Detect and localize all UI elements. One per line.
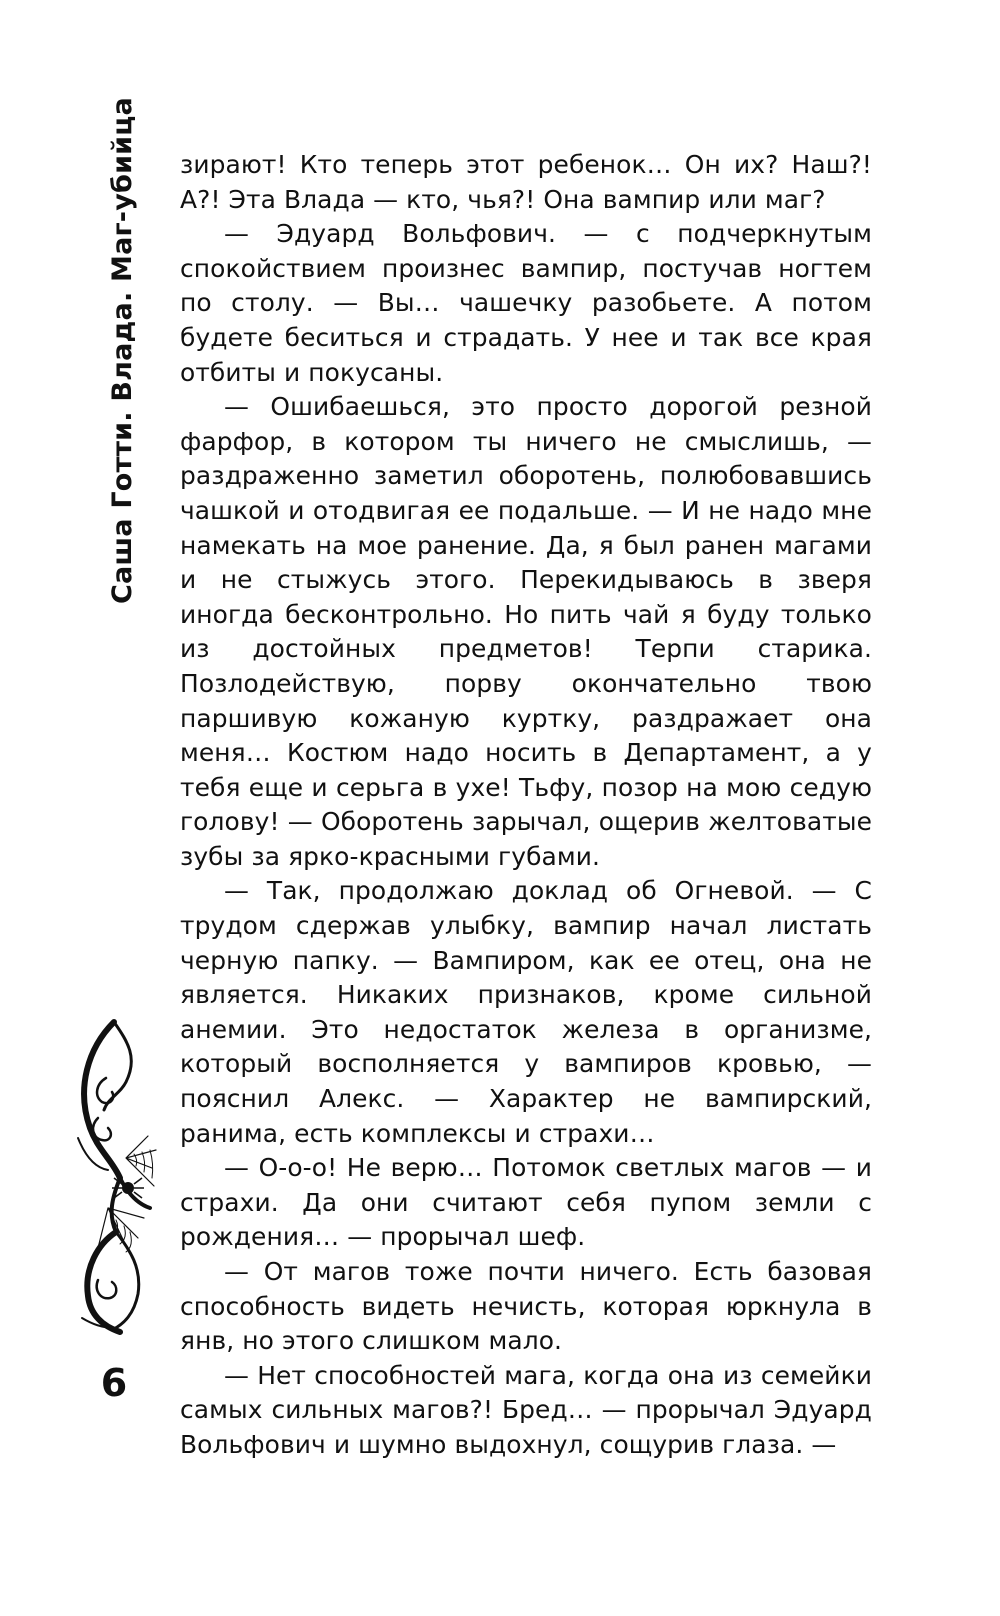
paragraph: — Так, продолжаю доклад об Огневой. — С трудом сдержав улыбку, вампир начал листать черную папку. — Вампиром, как ее отец, она не является. Никаких признаков, кроме сильной анемии. Это недостаток железа в организме, который восполняется у вампиров кровью, — пояснил Алекс. — Характер не вампирский, ранима, есть комплексы и страхи…	[180, 876, 872, 1148]
paragraph: — О-о-о! Не верю… Потомок светлых магов — и страхи. Да они считают себя пупом земли с рождения… — прорычал шеф.	[180, 1153, 872, 1252]
paragraph: зирают! Кто теперь этот ребенок… Он их? Наш?! А?! Эта Влада — кто, чья?! Она вампир или маг?	[180, 150, 872, 214]
running-head	[104, 97, 142, 604]
spiderweb-ornament-icon	[68, 1018, 160, 1336]
running-head-text: Саша Готти. Влада. Маг-убийца	[107, 97, 138, 604]
paragraph: — Ошибаешься, это просто дорогой резной фарфор, в котором ты ничего не смыслишь, — раздраженно заметил оборотень, полюбовавшись чашкой и отодвигая ее подальше. — И не надо мне намекать на мое ранение. Да, я был ранен магами и не стыжусь этого. Перекидываюсь в зверя иногда бесконтрольно. Но пить чай я буду только из достойных предметов! Терпи старика. Позлодействую, порву окончательно твою паршивую кожаную куртку, раздражает она меня… Костюм надо носить в Департамент, а у тебя еще и серьга в ухе! Тьфу, позор на мою седую голову! — Оборотень зарычал, ощерив желтоватые зубы за ярко-красными губами.	[180, 392, 872, 871]
paragraph: — Нет способностей мага, когда она из семейки самых сильных магов?! Бред… — прорычал Эдуард Вольфович и шумно выдохнул, сощурив глаза. —	[180, 1360, 872, 1459]
paragraph: — Эдуард Вольфович. — с подчеркнутым спокойствием произнес вампир, постучав ногтем по столу. — Вы… чашечку разобьете. А потом будете беситься и страдать. У нее и так все края отбиты и покусаны.	[180, 219, 872, 387]
body-text	[180, 148, 872, 1463]
paragraph: — От магов тоже почти ничего. Есть базовая способность видеть нечисть, которая юркнула в янв, но этого слишком мало.	[180, 1257, 872, 1356]
page-number: 6	[100, 1361, 128, 1405]
